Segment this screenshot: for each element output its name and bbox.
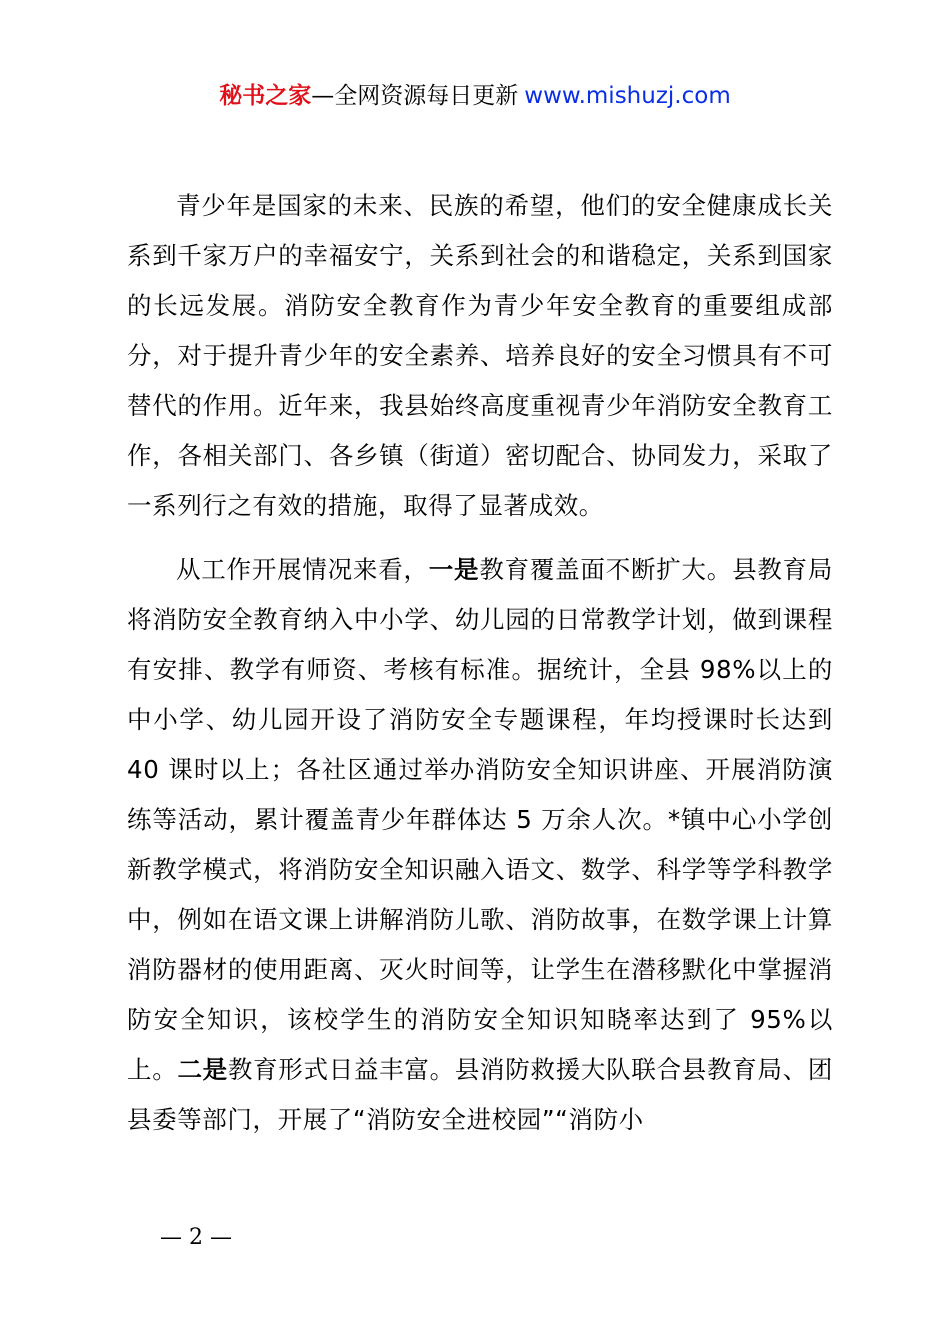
document-body: [127, 181, 833, 1145]
paragraph-text: 教育形式日益丰富。县消防救援大队联合县教育局、团县委等部门，开展了“消防安全进校园”“消防小: [127, 1055, 833, 1134]
header-slogan: 全网资源每日更新: [334, 83, 519, 109]
paragraph-text: 教育覆盖面不断扩大。县教育局将消防安全教育纳入中小学、幼儿园的日常教学计划，做到课程有安排、教学有师资、考核有标准。据统计，全县 98%以上的中小学、幼儿园开设了消防安全专题课程，年均授课时长达到 40 课时以上；各社区通过举办消防安全知识讲座、开展消防演练等活动，累计覆盖青少年群体达 5 万余人次。*镇中心小学创新教学模式，将消防安全知识融入语文、数学、科学等学科教学中，例如在语文课上讲解消防儿歌、消防故事，在数学课上计算消防器材的使用距离、灭火时间等，让学生在潜移默化中掌握消防安全知识，该校学生的消防安全知识知晓率达到了 95%以上。: [127, 555, 834, 1084]
page-header: [0, 80, 950, 112]
emphasis-first: 一是: [428, 555, 480, 584]
paragraph-2: [127, 545, 833, 1145]
paragraph-1: [127, 181, 833, 531]
page-number: — 2 —: [160, 1225, 232, 1250]
header-brand: 秘书之家: [219, 83, 312, 109]
emphasis-second: 二是: [177, 1055, 228, 1084]
paragraph-text: 青少年是国家的未来、民族的希望，他们的安全健康成长关系到千家万户的幸福安宁，关系到社会的和谐稳定，关系到国家的长远发展。消防安全教育作为青少年安全教育的重要组成部分，对于提升青少年的安全素养、培养良好的安全习惯具有不可替代的作用。近年来，我县始终高度重视青少年消防安全教育工作，各相关部门、各乡镇（街道）密切配合、协同发力，采取了一系列行之有效的措施，取得了显著成效。: [127, 191, 833, 520]
header-dash: —: [311, 83, 335, 109]
paragraph-text: 从工作开展情况来看，: [176, 555, 429, 584]
header-url-link[interactable]: www.mishuzj.com: [524, 83, 731, 109]
